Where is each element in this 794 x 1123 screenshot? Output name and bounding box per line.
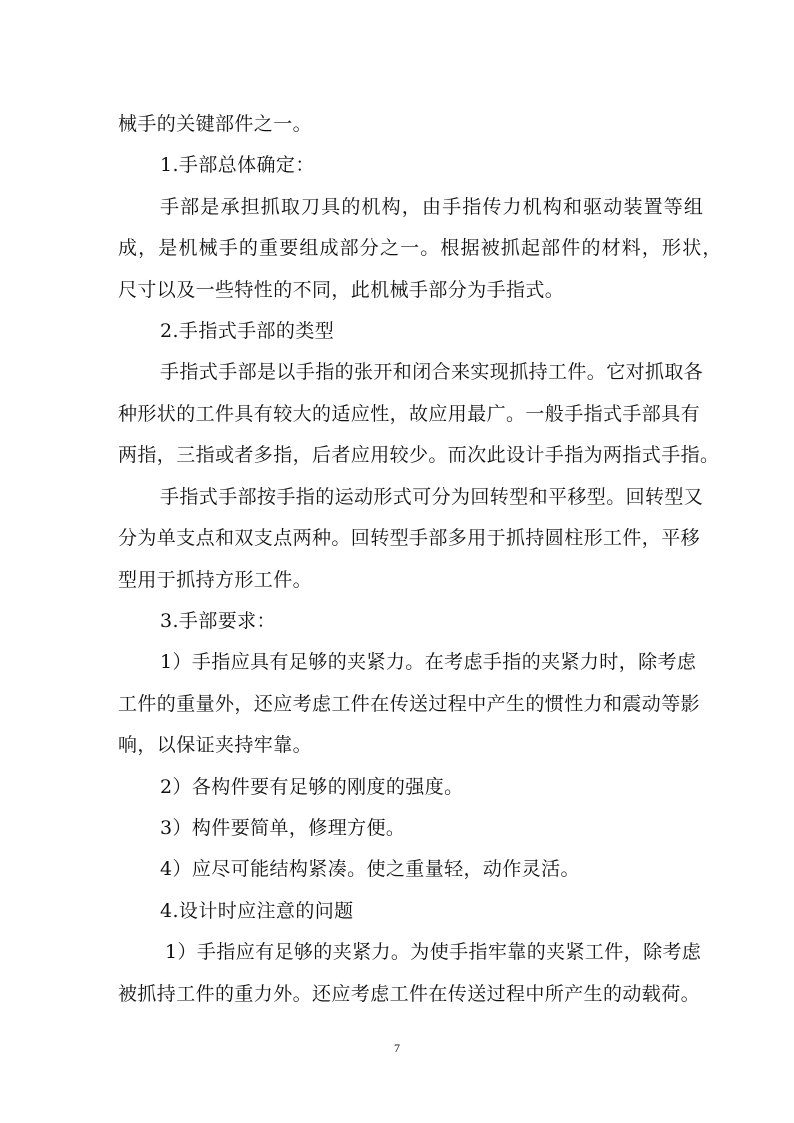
text-line: 1）手指应具有足够的夹紧力。在考虑手指的夹紧力时，除考虑 [160,651,697,673]
text-line: 工件的重量外，还应考虑工件在传送过程中产生的惯性力和震动等影 [118,693,701,715]
section-heading: 1.手部总体确定： [160,154,315,176]
section-heading: 2.手指式手部的类型 [160,320,335,342]
page-number: 7 [394,1041,400,1055]
text-line: 2）各构件要有足够的刚度的强度。 [160,776,464,798]
section-heading: 4.设计时应注意的问题 [160,900,354,922]
text-line: 两指，三指或者多指，后者应用较少。而次此设计手指为两指式手指。 [118,444,720,466]
text-line: 被抓持工件的重力外。还应考虑工件在传送过程中所产生的动载荷。 [118,983,701,1005]
text-line: 型用于抓持方形工件。 [118,569,313,591]
text-line: 响，以保证夹持牢靠。 [118,734,313,756]
section-heading: 3.手部要求： [160,610,276,632]
text-line: 械手的关键部件之一。 [118,113,313,135]
text-line: 成，是机械手的重要组成部分之一。根据被抓起部件的材料，形状， [118,237,723,259]
text-line: 种形状的工件具有较大的适应性，故应用最广。一般手指式手部具有 [118,403,701,425]
text-line: 手指式手部按手指的运动形式可分为回转型和平移型。回转型又 [160,486,704,508]
text-line: 尺寸以及一些特性的不同，此机械手部分为手指式。 [118,279,565,301]
text-line: 3）构件要简单，修理方便。 [160,817,406,839]
text-line: 手指式手部是以手指的张开和闭合来实现抓持工件。它对抓取各 [160,361,704,383]
text-line: 1）手指应有足够的夹紧力。为使手指牢靠的夹紧工件，除考虑 [165,941,702,963]
text-line: 手部是承担抓取刀具的机构，由手指传力机构和驱动装置等组 [160,196,705,218]
text-line: 分为单支点和双支点两种。回转型手部多用于抓持圆柱形工件，平移 [118,527,701,549]
text-line: 4）应尽可能结构紧凑。使之重量轻，动作灵活。 [160,858,580,880]
